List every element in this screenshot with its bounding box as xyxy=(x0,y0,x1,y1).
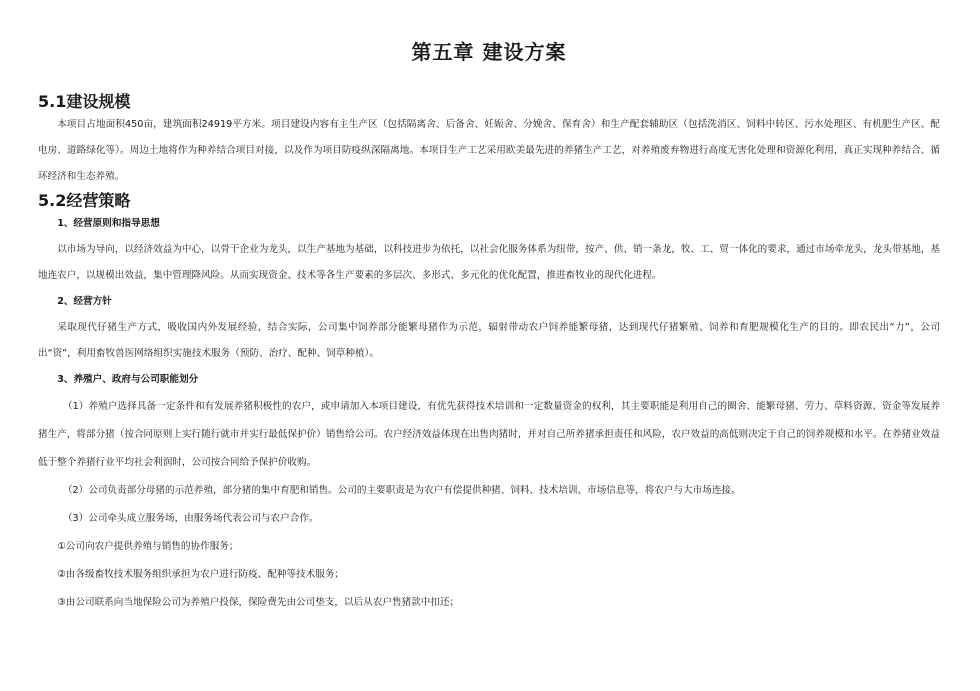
list-item: ①公司向农户提供养殖与销售的协作服务； xyxy=(57,540,239,552)
policy-paragraph: 采取现代仔猪生产方式，吸收国内外发展经验，结合实际，公司集中饲养部分能繁母猪作为示范，辐射带动农户饲养能繁母猪，达到现代仔猪繁殖、饲养和育肥规模化生产的目的。即农民出“力”，公司出“资”，利用畜牧兽医网络组织实施技术服务（预防、治疗、配种、饲草种植）。 xyxy=(38,321,940,359)
roles-item-service-site: （3）公司牵头成立服务场，由服务场代表公司与农户合作。 xyxy=(62,512,319,524)
list-item: ②由各级畜牧技术服务组织承担为农户进行防疫、配种等技术服务； xyxy=(57,568,345,580)
chapter-title: 第五章 建设方案 xyxy=(411,40,567,64)
subheading-roles: 3、养殖户、政府与公司职能划分 xyxy=(57,373,199,385)
section-title-construction-scale: 5.1建设规模 xyxy=(38,92,131,111)
roles-item-farmers: （1）养殖户选择具备一定条件和有发展养猪积极性的农户，或申请加入本项目建设，有优先获得技术培训和一定数量资金的权利，其主要职能是利用自己的圈舍、能繁母猪、劳力、草料资源、资金等发展养猪生产，将部分猪（按合同原则上实行随行就市并实行最低保护价）销售给公司。农户经济效益体现在出售肉猪时，并对自己所养猪承担责任和风险，农户效益的高低则决定于自己的饲养规模和水平。在养猪业效益低于整个养猪行业平均社会利润时，公司按合同给予保护价收购。 xyxy=(38,400,940,468)
principles-paragraph: 以市场为导向，以经济效益为中心，以骨干企业为龙头，以生产基地为基础，以科技进步为依托，以社会化服务体系为纽带，按产、供、销一条龙，牧、工、贸一体化的要求，通过市场牵龙头，龙头带基地，基地连农户，以规模出效益，集中管理降风险。从而实现资金、技术等各生产要素的多层次、多形式、多元化的优化配置，推进畜牧业的现代化进程。 xyxy=(38,244,940,282)
list-item: ③由公司联系向当地保险公司为养殖户投保，保险费先由公司垫支，以后从农户售猪款中扣还； xyxy=(57,596,460,608)
subheading-principles: 1、经营原则和指导思想 xyxy=(57,218,160,230)
section-title-business-strategy: 5.2经营策略 xyxy=(38,191,131,211)
roles-item-company: （2）公司负责部分母猪的示范养殖，部分猪的集中育肥和销售。公司的主要职责是为农户有偿提供种猪、饲料、技术培训、市场信息等，将农户与大市场连接。 xyxy=(62,484,741,496)
construction-scale-paragraph: 本项目占地面积450亩，建筑面积24919平方米。项目建设内容有主生产区（包括隔离舍、后备舍、妊娠舍、分娩舍、保育舍）和生产配套辅助区（包括洗消区、饲料中转区、污水处理区、有机肥生产区、配电房、道路绿化等）。周边土地将作为种养结合项目对接，以及作为项目防疫纵深隔离地。本项目生产工艺采用欧美最先进的养猪生产工艺，对养殖废弃物进行高度无害化处理和资源化利用，真正实现种养结合、循环经济和生态养殖。 xyxy=(38,119,940,182)
subheading-policy: 2、经营方针 xyxy=(57,295,112,307)
